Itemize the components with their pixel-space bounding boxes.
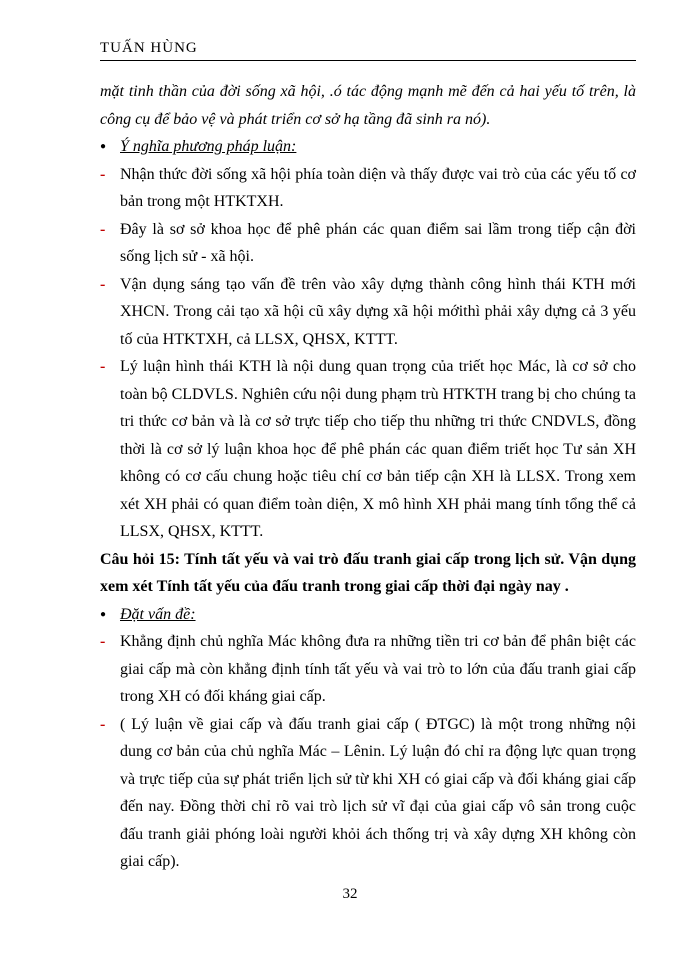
dash-icon: - (100, 633, 106, 650)
dash-icon: - (100, 715, 106, 733)
bullet-icon: ● (100, 141, 107, 152)
page-number: 32 (342, 886, 358, 902)
dash-icon: - (100, 220, 106, 238)
header-divider (100, 60, 636, 61)
section-heading-problem: ● Đặt vấn đề: (100, 601, 636, 629)
section-heading-methodology: ● Ý nghĩa phương pháp luận: (100, 133, 636, 161)
dash-icon: - (100, 358, 106, 375)
intro-paragraph: mặt tinh thần của đời sống xã hội, .ó tác động mạnh mẽ đến cả hai yếu tố trên, là công cụ để bảo vệ và phát triển cơ sở hạ tầng đã sinh ra nó). (100, 83, 636, 128)
question-heading: Câu hỏi 15: Tính tất yếu và vai trò đấu tranh giai cấp trong lịch sử. Vận dụng xem xét Tính tất yếu của đấu tranh trong giai cấp thời đại ngày nay . (100, 550, 636, 595)
list-item: - Lý luận hình thái KTH là nội dung quan trọng của triết học Mác, là cơ sở cho toàn bộ CLDVLS. Nghiên cứu nội dung phạm trù HTKTH trang bị cho chúng ta tri thức cơ bản và là cơ sở trực tiếp cho tiếp thu những tri thức CNDVLS, đồng thời là cơ sở lý luận khoa học để phê phán các quan điểm triết học Tư sản XH không có cơ cấu chung hoặc tiêu chí cơ bản tiếp cận XH là LLSX. Trong xem xét XH phải có quan điểm toàn diện, X mô hình XH phải mang tính tổng thể cả LLSX, QHSX, KTTT. (100, 353, 636, 546)
bullet-icon: ● (100, 608, 107, 620)
document-body (100, 78, 636, 876)
list-item: - ( Lý luận về giai cấp và đấu tranh giai cấp ( ĐTGC) là một trong những nội dung cơ bản của chủ nghĩa Mác – Lênin. Lý luận đó chỉ ra động lực quan trọng và trực tiếp của sự phát triển lịch sử từ khi XH có giai cấp và đối kháng giai cấp đến nay. Đồng thời chỉ rõ vai trò lịch sử vĩ đại của giai cấp vô sản trong cuộc đấu tranh giải phóng loài người khỏi ách thống trị và xây dựng XH không còn giai cấp). (100, 711, 636, 876)
list-item: - Đây là sơ sở khoa học để phê phán các quan điểm sai lầm trong tiếp cận đời sống lịch sử - xã hội. (100, 216, 636, 271)
dash-icon: - (100, 275, 106, 293)
page-header-title: TUẤN HÙNG (100, 40, 198, 56)
list-item: - Vận dụng sáng tạo vấn đề trên vào xây dựng thành công hình thái KTH mới XHCN. Trong cải tạo xã hội cũ xây dựng xã hội mớithì phải xây dựng cả 3 yếu tố của HTKTXH, cả LLSX, QHSX, KTTT. (100, 271, 636, 354)
list-item: - Nhận thức đời sống xã hội phía toàn diện và thấy được vai trò của các yếu tố cơ bản trong một HTKTXH. (100, 161, 636, 216)
list-item: - Khẳng định chủ nghĩa Mác không đưa ra những tiền tri cơ bản để phân biệt các giai cấp mà còn khẳng định tính tất yếu và vai trò to lớn của đấu tranh giai cấp trong XH có đối kháng giai cấp. (100, 628, 636, 711)
dash-icon: - (100, 165, 106, 183)
